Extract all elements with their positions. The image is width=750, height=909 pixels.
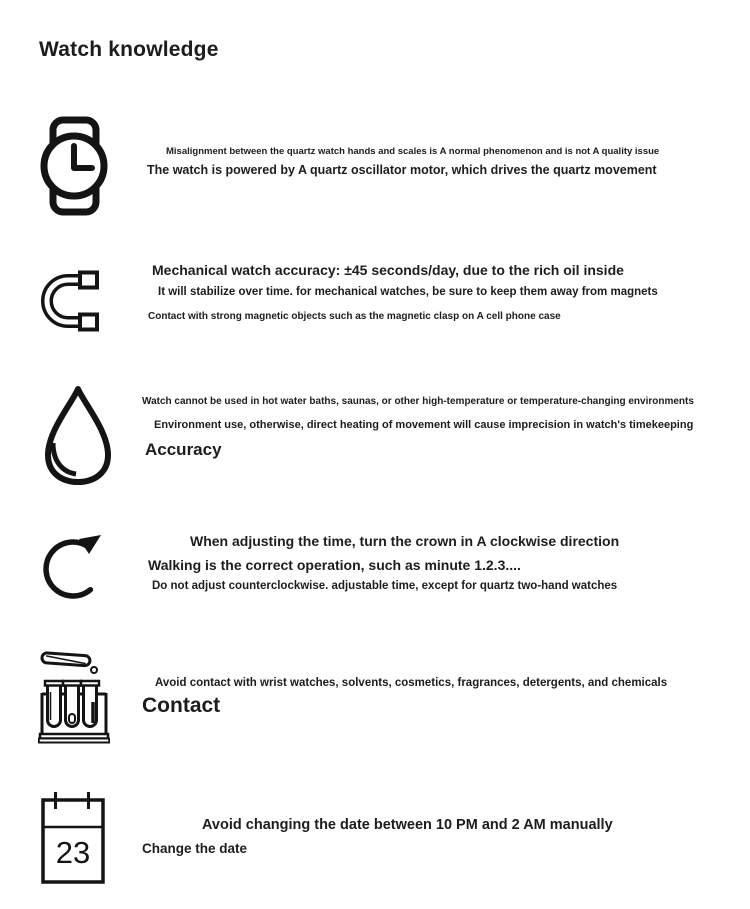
accuracy-headline: Mechanical watch accuracy: ±45 seconds/day, due to the rich oil inside bbox=[152, 262, 624, 278]
clockwise-arrow-icon bbox=[43, 530, 107, 608]
page-title: Watch knowledge bbox=[39, 38, 219, 61]
chemicals-warning: Avoid contact with wrist watches, solvents, cosmetics, fragrances, detergents, and chemicals bbox=[155, 677, 668, 689]
magnet-icon bbox=[38, 268, 102, 335]
accuracy-label: Accuracy bbox=[145, 440, 222, 459]
date-change-warning: Avoid changing the date between 10 PM and 2 AM manually bbox=[202, 817, 613, 833]
magnet-contact-note: Contact with strong magnetic objects such as the magnetic clasp on A cell phone case bbox=[148, 311, 561, 322]
watch-icon bbox=[40, 116, 108, 216]
water-drop-icon bbox=[40, 383, 116, 487]
crown-clockwise-note: When adjusting the time, turn the crown in A clockwise direction bbox=[190, 533, 620, 549]
calendar-day-number: 23 bbox=[55, 835, 91, 870]
magnet-warning: It will stabilize over time. for mechanical watches, be sure to keep them away from magnets bbox=[158, 286, 658, 298]
contact-label: Contact bbox=[142, 694, 221, 717]
calendar-icon bbox=[41, 791, 105, 884]
quartz-note-main: The watch is powered by A quartz oscillator motor, which drives the quartz movement bbox=[147, 163, 657, 177]
hot-water-note: Watch cannot be used in hot water baths, saunas, or other high-temperature or temperature-changing environments bbox=[142, 396, 694, 407]
quartz-note-small: Misalignment between the quartz watch hands and scales is A normal phenomenon and is not A quality issue bbox=[166, 146, 660, 157]
environment-note: Environment use, otherwise, direct heating of movement will cause imprecision in watch's timekeeping bbox=[154, 419, 694, 431]
change-date-label: Change the date bbox=[142, 841, 248, 856]
counterclockwise-warning: Do not adjust counterclockwise. adjustable time, except for quartz two-hand watches bbox=[152, 580, 618, 592]
test-tubes-icon bbox=[38, 650, 110, 744]
walking-note: Walking is the correct operation, such as minute 1.2.3.... bbox=[148, 557, 521, 573]
